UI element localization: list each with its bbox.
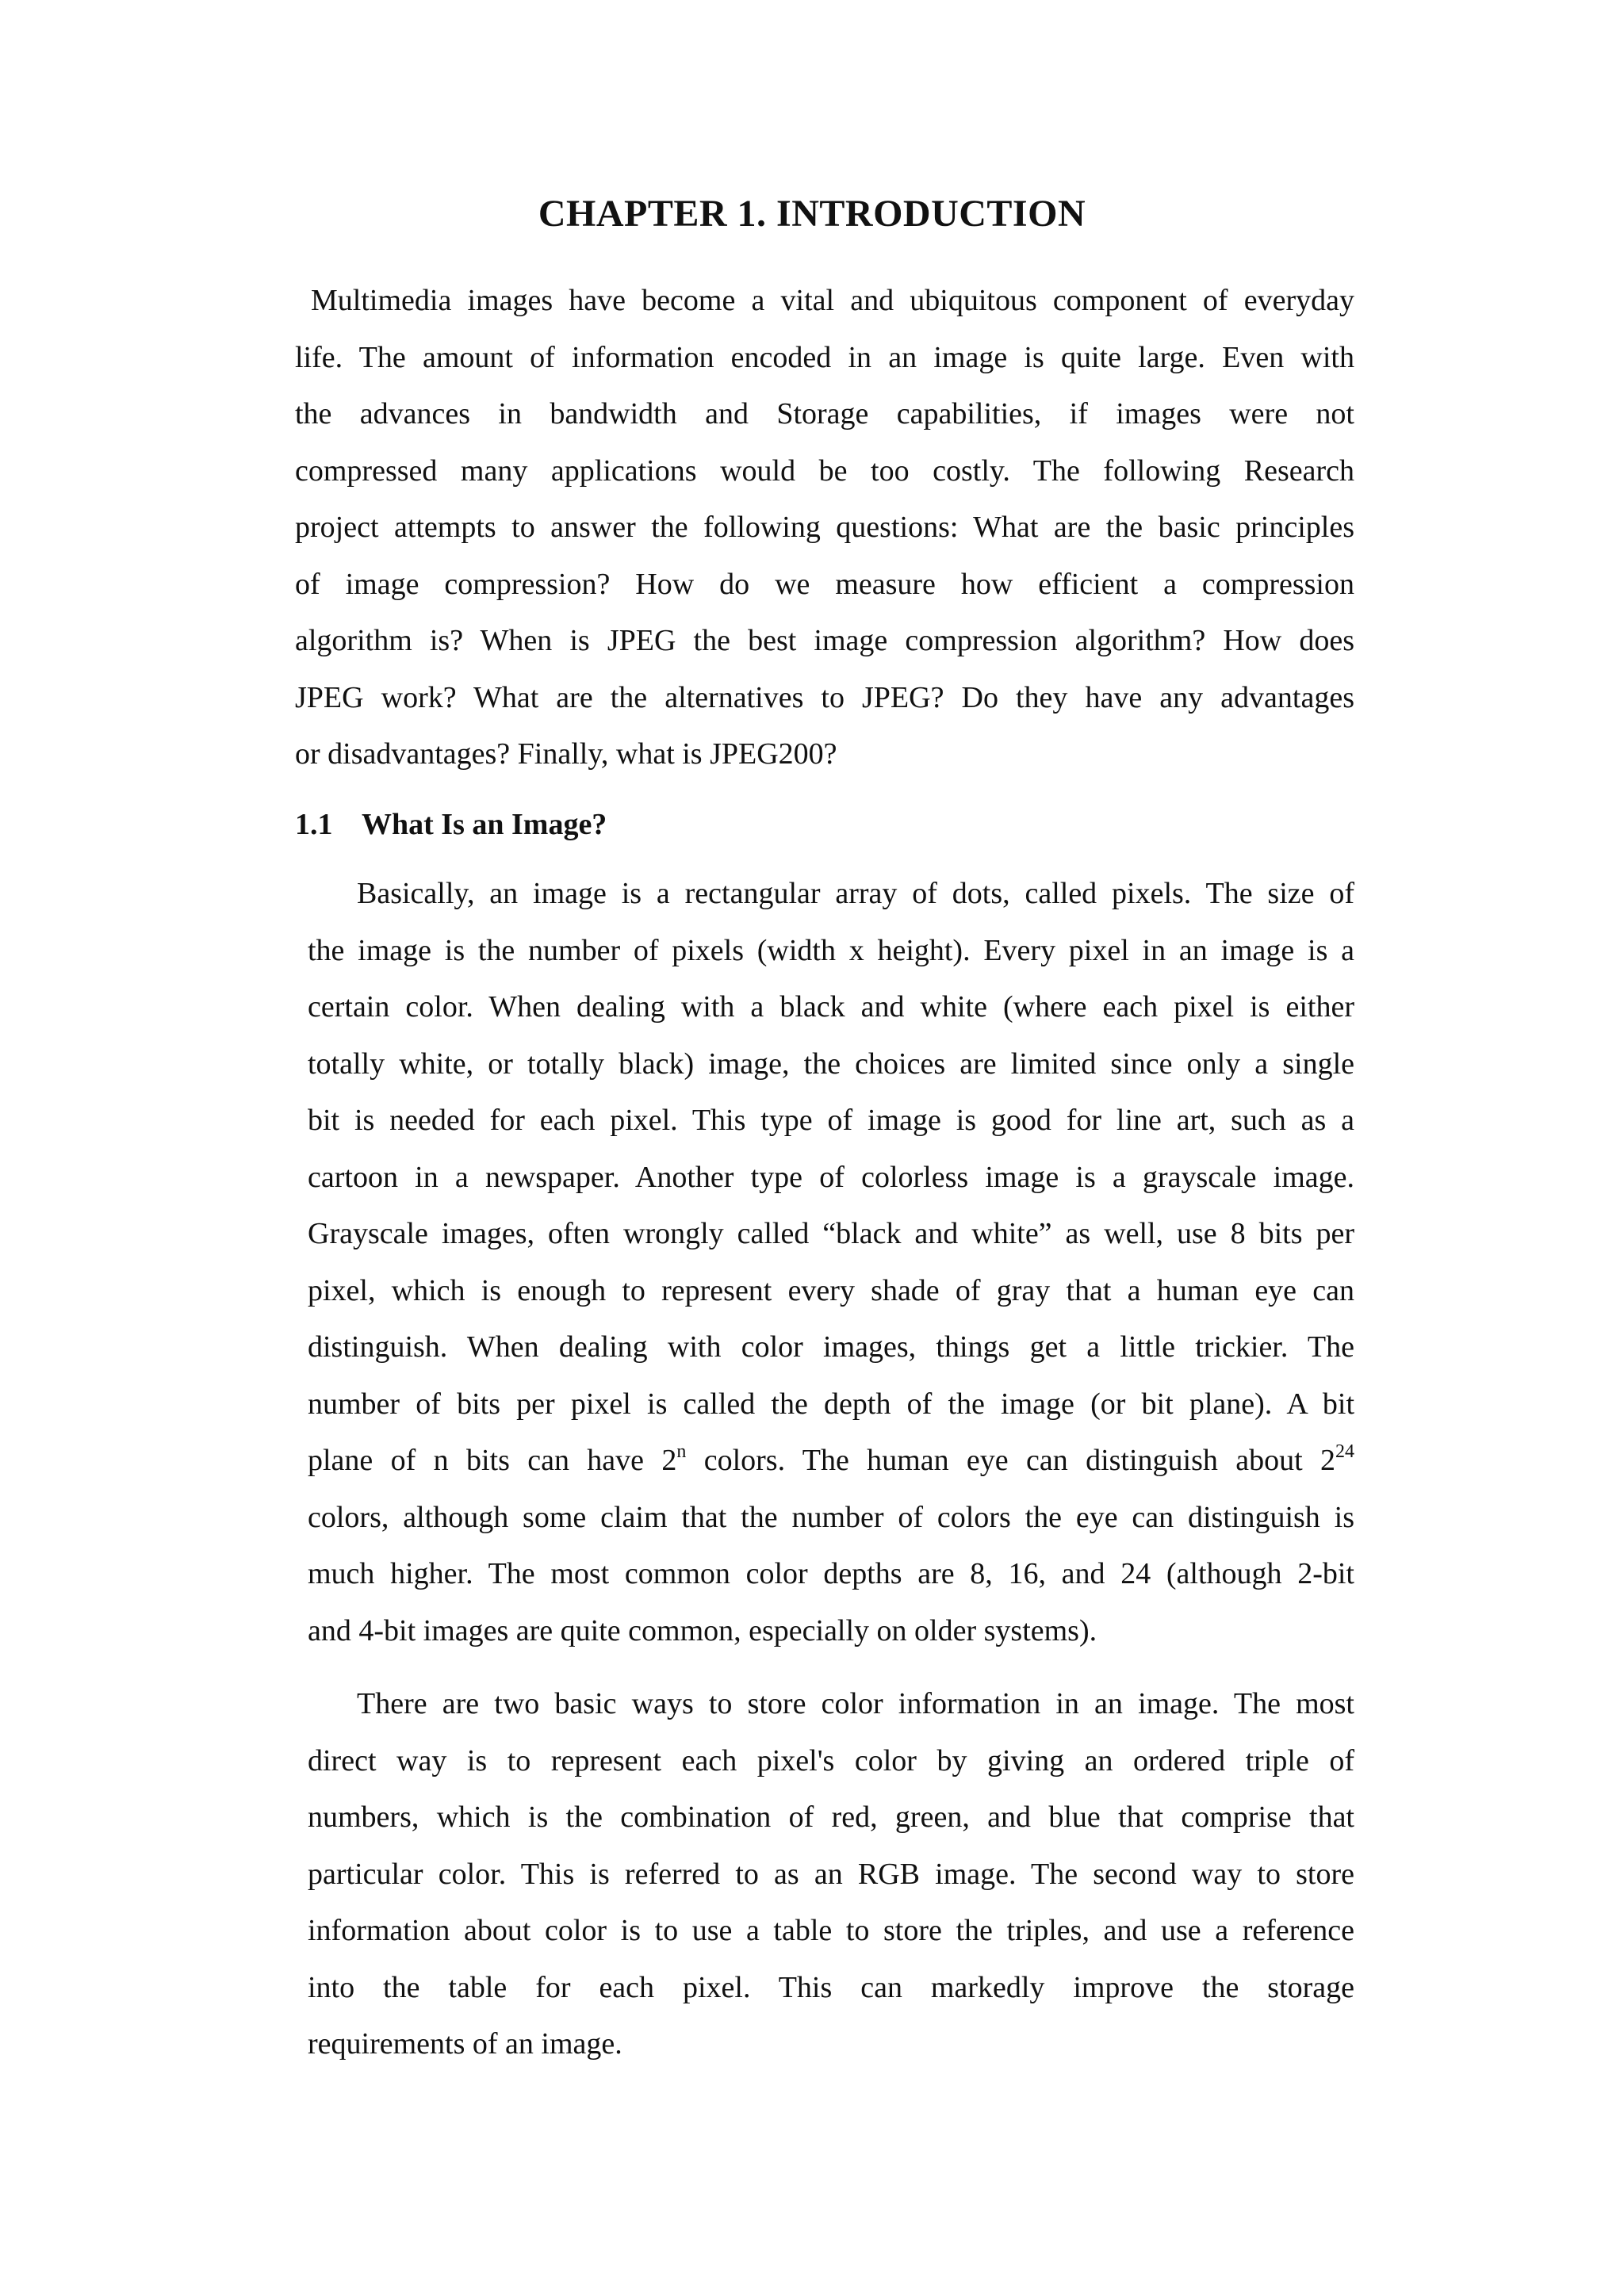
what-is-image-paragraph: [308, 866, 1354, 1659]
paragraph-line: totally white, or totally black) image, the choices are limited since only a single: [308, 1047, 1354, 1081]
intro-line: algorithm is? When is JPEG the best image compression algorithm? How does: [295, 624, 1354, 657]
intro-line: compressed many applications would be too costly. The following Research: [295, 453, 1354, 488]
section-heading: [295, 801, 607, 848]
paragraph-line: Grayscale images, often wrongly called “black and white” as well, use 8 bits per: [308, 1217, 1354, 1250]
intro-line: project attempts to answer the following questions: What are the basic principles: [295, 511, 1354, 544]
intro-line: life. The amount of information encoded in an image is quite large. Even with: [295, 340, 1354, 374]
paragraph-line: bit is needed for each pixel. This type of image is good for line art, such as a: [308, 1104, 1354, 1137]
line-segment: plane of n bits can have 2: [308, 1444, 677, 1477]
paragraph-line: information about color is to use a table to store the triples, and use a reference: [308, 1914, 1354, 1947]
paragraph-line: into the table for each pixel. This can markedly improve the storage: [308, 1970, 1354, 2004]
paragraph-line: cartoon in a newspaper. Another type of colorless image is a grayscale image.: [308, 1160, 1354, 1194]
intro-paragraph: [295, 273, 1354, 783]
paragraph-line: particular color. This is referred to as an RGB image. The second way to store: [308, 1857, 1354, 1891]
paragraph-line: numbers, which is the combination of red, green, and blue that comprise that: [308, 1800, 1354, 1834]
paragraph-line: the image is the number of pixels (width x height). Every pixel in an image is a: [308, 933, 1354, 967]
paragraph-line: direct way is to represent each pixel's color by giving an ordered triple of: [308, 1743, 1354, 1777]
paragraph-line: colors, although some claim that the number of colors the eye can distinguish is: [308, 1500, 1354, 1534]
section-title: What Is an Image?: [362, 808, 607, 841]
paragraph-line: distinguish. When dealing with color images, things get a little trickier. The: [308, 1330, 1354, 1364]
paragraph-line: and 4-bit images are quite common, especially on older systems).: [308, 1613, 1097, 1647]
paragraph-line: number of bits per pixel is called the depth of the image (or bit plane). A bit: [308, 1387, 1354, 1421]
line-segment: colors. The human eye can distinguish about 2: [686, 1444, 1335, 1477]
paragraph-line: There are two basic ways to store color information in an image. The most: [357, 1687, 1354, 1720]
paragraph-line: much higher. The most common color depths are 8, 16, and 24 (although 2-bit: [308, 1557, 1354, 1590]
paragraph-line: Basically, an image is a rectangular array of dots, called pixels. The size of: [357, 877, 1354, 910]
intro-line: JPEG work? What are the alternatives to JPEG? Do they have any advantages: [295, 680, 1354, 714]
color-storage-paragraph: [308, 1676, 1354, 2073]
intro-line: Multimedia images have become a vital and ubiquitous component of everyday: [311, 284, 1354, 317]
paragraph-line: pixel, which is enough to represent every shade of gray that a human eye can: [308, 1273, 1354, 1307]
paragraph-line: requirements of an image.: [308, 2027, 622, 2061]
superscript-n: n: [676, 1441, 687, 1463]
intro-line: or disadvantages? Finally, what is JPEG200?: [295, 737, 837, 771]
superscript-24: 24: [1335, 1441, 1354, 1463]
chapter-title: CHAPTER 1. INTRODUCTION: [538, 193, 1086, 235]
intro-line: the advances in bandwidth and Storage capabilities, if images were not: [295, 397, 1354, 430]
paragraph-line-with-superscripts: [308, 1433, 1354, 1490]
intro-line: of image compression? How do we measure how efficient a compression: [295, 567, 1354, 601]
section-number: 1.1: [295, 808, 333, 841]
paragraph-line: certain color. When dealing with a black and white (where each pixel is either: [308, 990, 1354, 1024]
